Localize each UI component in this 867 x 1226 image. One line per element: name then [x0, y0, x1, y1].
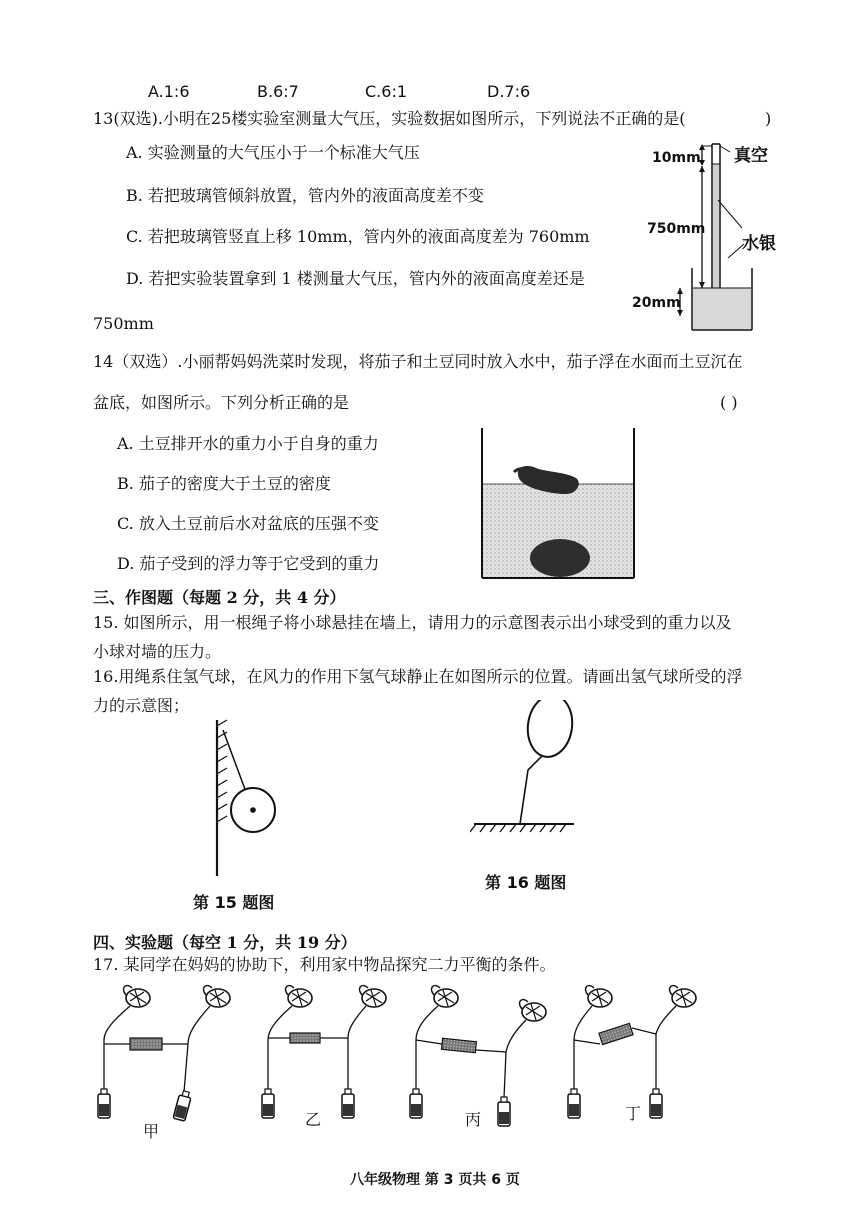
- q13-option-d: D. 若把实验装置拿到 1 楼测量大气压，管内外的液面高度差还是: [126, 269, 585, 288]
- q14-option-d: D. 茄子受到的浮力等于它受到的重力: [117, 554, 380, 573]
- q13-option-d-tail: 750mm: [93, 314, 154, 333]
- q13-option-c: C. 若把玻璃管竖直上移 10mm，管内外的液面高度差为 760mm: [126, 227, 590, 246]
- hydrogen-balloon-figure: [470, 700, 580, 835]
- q14-option-b: B. 茄子的密度大于土豆的密度: [117, 474, 331, 493]
- q13-stem: 13(双选).小明在25楼实验室测量大气压，实验数据如图所示，下列说法不正确的是(: [93, 109, 686, 128]
- q17-label-ding: 丁: [625, 1104, 642, 1123]
- q13-option-a: A. 实验测量的大气压小于一个标准大气压: [126, 143, 420, 162]
- section4-title: 四、实验题（每空 1 分，共 19 分）: [93, 933, 357, 952]
- q15-line1: 15. 如图所示，用一根绳子将小球悬挂在墙上，请用力的示意图表示出小球受到的重力以及: [93, 613, 732, 632]
- two-force-balance-setups-figure: [90, 980, 710, 1130]
- barometer-label-vacuum: 真空: [734, 146, 768, 166]
- barometer-label-10mm: 10mm: [652, 150, 701, 166]
- q12-option-d: D.7:6: [487, 82, 531, 101]
- q14-bracket: ( ): [720, 393, 738, 412]
- q15-line2: 小球对墙的压力。: [93, 642, 222, 661]
- barometer-label-mercury: 水银: [742, 234, 776, 254]
- q16-line2: 力的示意图；: [93, 696, 190, 715]
- q16-caption: 第 16 题图: [485, 873, 567, 892]
- q12-option-c: C.6:1: [365, 82, 408, 101]
- q12-option-a: A.1:6: [148, 82, 190, 101]
- q15-caption: 第 15 题图: [193, 893, 275, 912]
- barometer-label-750mm: 750mm: [647, 221, 706, 237]
- ball-on-wall-figure: [205, 718, 295, 878]
- section3-title: 三、作图题（每题 2 分，共 4 分）: [93, 588, 346, 607]
- q13-bracket-close: ): [765, 109, 772, 128]
- barometer-label-20mm: 20mm: [632, 295, 681, 311]
- eggplant-potato-basin-figure: [478, 428, 638, 580]
- q17-label-jia: 甲: [143, 1122, 160, 1141]
- q17-label-yi: 乙: [305, 1110, 322, 1129]
- q12-option-b: B.6:7: [257, 82, 299, 101]
- q14-stem-line2: 盆底，如图所示。下列分析正确的是: [93, 393, 350, 412]
- q13-option-b: B. 若把玻璃管倾斜放置，管内外的液面高度差不变: [126, 186, 484, 205]
- q14-option-c: C. 放入土豆前后水对盆底的压强不变: [117, 514, 379, 533]
- q17-stem: 17. 某同学在妈妈的协助下，利用家中物品探究二力平衡的条件。: [93, 955, 556, 974]
- q17-label-bing: 丙: [465, 1110, 482, 1129]
- q14-stem-line1: 14（双选）.小丽帮妈妈洗菜时发现，将茄子和土豆同时放入水中，茄子浮在水面而土豆沉在: [93, 352, 743, 371]
- page-footer: 八年级物理 第 3 页共 6 页: [350, 1172, 520, 1188]
- q16-line1: 16.用绳系住氢气球，在风力的作用下氢气球静止在如图所示的位置。请画出氢气球所受的浮: [93, 667, 743, 686]
- q14-option-a: A. 土豆排开水的重力小于自身的重力: [117, 434, 379, 453]
